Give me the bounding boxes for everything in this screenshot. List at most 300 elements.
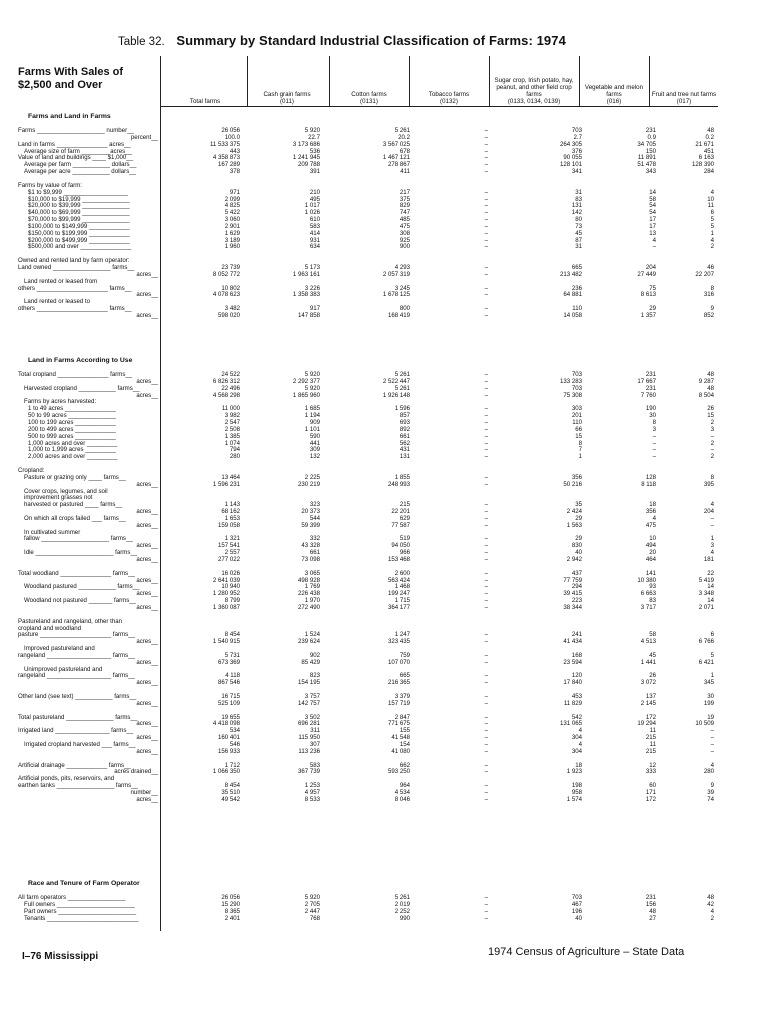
table-cell: 10 940 (221, 583, 240, 591)
table-cell: 19 294 (637, 720, 656, 728)
table-cell: – (484, 236, 488, 244)
table-cell: 159 058 (217, 521, 240, 529)
table-cell: 14 (707, 597, 714, 605)
table-cell: 4 (710, 188, 714, 196)
column-divider (247, 56, 248, 106)
table-cell: 48 (707, 127, 714, 134)
table-cell: 66 (575, 425, 582, 433)
table-cell: 38 344 (563, 603, 582, 611)
table-cell: 128 390 (691, 161, 714, 169)
table-cell: – (484, 693, 488, 700)
table-cell: 2 901 (224, 222, 240, 230)
table-cell: 110 (572, 305, 582, 313)
table-cell: 30 (649, 412, 656, 420)
table-cell: 6 163 (698, 154, 714, 162)
row-label: Unimproved pastureland and (24, 665, 103, 673)
row-label: acres__ (136, 521, 158, 529)
table-cell: 4 (578, 740, 582, 748)
table-cell: 10 509 (695, 720, 714, 728)
table-cell: 26 056 (221, 127, 240, 134)
row-label: 200 to 499 acres ____________ (28, 425, 116, 433)
table-cell: 475 (645, 521, 656, 529)
table-cell: 21 671 (695, 140, 714, 148)
table-cell: 5 (710, 216, 714, 223)
table-cell: 15 (707, 412, 714, 420)
table-cell: – (484, 631, 488, 639)
table-cell: – (652, 446, 656, 454)
table-cell: 100.0 (224, 133, 240, 141)
table-cell: 1 360 087 (212, 603, 240, 611)
table-cell: – (484, 188, 488, 196)
row-label: Improved pastureland and (24, 645, 95, 652)
row-label: Value of land and buildings ____ $1,000__ (18, 154, 134, 162)
table-cell: 154 195 (297, 679, 320, 687)
table-cell: 5 261 (394, 894, 410, 901)
row-label: acres__ (136, 312, 158, 319)
table-cell: 248 993 (387, 480, 410, 488)
table-cell: 48 (707, 371, 714, 378)
table-cell: 20 (649, 549, 656, 557)
table-cell: – (484, 127, 488, 134)
row-label: Land rented or leased to (24, 298, 91, 306)
row-label: Irrigated cropland harvested ___ farms__ (24, 740, 136, 748)
table-cell: 231 (645, 127, 656, 134)
table-cell: – (484, 894, 488, 901)
row-label: Land owned _________________ farms__ (18, 264, 135, 271)
table-cell: – (484, 222, 488, 230)
table-cell: 4 957 (304, 788, 320, 796)
table-cell: 345 (703, 679, 714, 687)
table-cell: 5 (710, 651, 714, 659)
table-cell: 1 (710, 229, 714, 237)
table-cell: 48 (649, 907, 656, 915)
column-header (490, 56, 578, 106)
table-cell: 167 289 (217, 161, 240, 169)
row-label: acres__ (136, 658, 158, 666)
column-header-label: Cotton farms (351, 91, 387, 99)
table-cell: 544 (309, 514, 320, 522)
table-cell: 2 847 (394, 713, 410, 721)
table-cell: 661 (399, 432, 410, 440)
table-cell: 107 070 (387, 658, 410, 666)
table-cell: 128 (645, 473, 656, 481)
row-label: Woodland pastured ___________ farms__ (24, 583, 140, 591)
row-label: pasture _____________________ farms__ (18, 631, 135, 639)
section-title: Farms and Land in Farms (28, 113, 111, 120)
table-cell: 703 (571, 894, 582, 901)
table-cell: – (484, 243, 488, 251)
table-cell: 58 (649, 195, 656, 203)
table-cell: 562 (399, 439, 410, 447)
column-divider (489, 56, 490, 106)
table-cell: 29 (575, 535, 582, 543)
column-divider (409, 56, 410, 106)
table-cell: 45 (575, 229, 582, 237)
table-cell: 3 060 (224, 216, 240, 223)
row-label: Farms by value of farm: (18, 181, 83, 189)
table-cell: 1 963 161 (292, 270, 320, 278)
table-cell: 1 (710, 535, 714, 543)
table-cell: 133 283 (559, 377, 582, 385)
table-cell: 696 281 (297, 720, 320, 728)
table-cell: 2 292 377 (292, 377, 320, 385)
row-label: Total cropland _______________ farms__ (18, 371, 133, 378)
table-cell: 9 (710, 782, 714, 789)
table-cell: – (484, 305, 488, 313)
table-cell: – (484, 556, 488, 563)
row-label: acres__ (136, 603, 158, 611)
table-cell: 27 449 (637, 270, 656, 278)
table-cell: 3 065 (304, 569, 320, 577)
table-cell: 181 (703, 556, 714, 563)
table-cell: 800 (399, 305, 410, 313)
row-label: $500,000 and over _______________ (28, 243, 132, 251)
table-cell: 215 (645, 747, 656, 755)
table-cell: 115 950 (298, 734, 320, 742)
table-cell: 0.9 (647, 133, 656, 141)
table-cell: 34 705 (637, 140, 656, 148)
table-cell: – (484, 312, 488, 319)
table-cell: 892 (399, 425, 410, 433)
table-cell: – (484, 679, 488, 687)
table-cell: 693 (399, 419, 410, 426)
table-cell: 1 540 915 (212, 638, 240, 646)
table-cell: 23 594 (563, 658, 582, 666)
table-cell: 467 (571, 900, 582, 908)
row-label: acres__ (136, 734, 158, 742)
table-cell: 343 (645, 168, 656, 176)
row-label: $40,000 to $69,999 ______________ (28, 209, 130, 217)
row-label: Owned and rented land by farm operator: (18, 257, 130, 265)
column-header (580, 56, 648, 106)
table-cell: 8 (578, 439, 582, 447)
table-title: Summary by Standard Industrial Classification of Farms: 1974 (176, 33, 566, 48)
row-label: acres__ (136, 638, 158, 646)
table-cell: 3 379 (394, 693, 410, 700)
table-cell: – (484, 264, 488, 271)
table-cell: 157 541 (217, 542, 240, 550)
table-cell: 171 (645, 788, 656, 796)
table-cell: – (484, 658, 488, 666)
table-cell: 5 261 (394, 371, 410, 378)
table-cell: 2.7 (573, 133, 582, 141)
table-cell: – (484, 384, 488, 392)
row-label: harvested or pastured ____ farms__ (24, 501, 123, 509)
table-cell: 35 (575, 501, 582, 509)
table-cell: 4 (652, 514, 656, 522)
table-cell: 1 563 (566, 521, 582, 529)
table-cell: – (484, 216, 488, 223)
row-label: Average per farm ___________ dollars__ (24, 161, 137, 169)
table-cell: 6 766 (698, 638, 714, 646)
table-cell: 41 434 (563, 638, 582, 646)
table-cell: 223 (571, 597, 582, 605)
table-cell: 2 641 039 (212, 576, 240, 584)
table-cell: 18 (575, 761, 582, 769)
table-cell: 27 (649, 914, 656, 922)
table-cell: 172 (645, 713, 656, 721)
table-cell: 356 (645, 508, 656, 515)
table-cell: 294 (571, 583, 582, 591)
table-cell: 48 (707, 894, 714, 901)
table-cell: 1 685 (304, 405, 320, 413)
table-cell: – (710, 747, 714, 755)
table-cell: 703 (571, 127, 582, 134)
table-cell: 141 (645, 569, 656, 577)
table-cell: 8 (710, 284, 714, 292)
table-cell: 966 (399, 549, 410, 557)
column-header (650, 56, 718, 106)
table-cell: 131 (399, 453, 410, 461)
table-cell: 909 (309, 419, 320, 426)
table-cell: 5 419 (698, 576, 714, 584)
table-cell: 199 (703, 699, 714, 707)
table-cell: 11 000 (221, 405, 240, 413)
table-cell: 1 574 (566, 795, 582, 803)
table-cell: – (484, 521, 488, 529)
table-cell: 2 508 (224, 425, 240, 433)
row-label: Pastureland and rangeland, other than (18, 617, 123, 625)
table-cell: 852 (703, 312, 714, 319)
row-label: Land rented or leased from (24, 277, 98, 285)
row-label: Full owners _______________________ (24, 900, 135, 908)
table-cell: 132 (309, 453, 320, 461)
table-cell: – (710, 521, 714, 529)
table-cell: – (484, 672, 488, 680)
table-cell: 43 328 (301, 542, 320, 550)
table-cell: 58 (649, 631, 656, 639)
table-cell: 17 840 (563, 679, 582, 687)
table-cell: 485 (399, 216, 410, 223)
table-cell: 1 (578, 453, 582, 461)
table-cell: 1 385 (224, 432, 240, 440)
table-cell: 341 (571, 168, 582, 176)
table-cell: 15 290 (221, 900, 240, 908)
table-cell: 475 (399, 222, 410, 230)
table-cell: 156 933 (217, 747, 240, 755)
table-cell: 356 (571, 473, 582, 481)
table-cell: 5 920 (304, 384, 320, 392)
table-cell: 8 533 (304, 795, 320, 803)
table-cell: 376 (571, 147, 582, 155)
table-cell: – (652, 432, 656, 440)
table-cell: 1 358 383 (292, 291, 320, 299)
table-cell: 54 (649, 209, 656, 217)
table-cell: 231 (645, 384, 656, 392)
table-cell: 199 247 (387, 590, 410, 598)
table-cell: 703 (571, 384, 582, 392)
table-cell: – (484, 202, 488, 210)
table-cell: 7 760 (640, 391, 656, 399)
table-cell: 303 (571, 405, 582, 413)
row-label: $100,000 to $149,999 ____________ (28, 222, 130, 230)
table-cell: 6 (710, 631, 714, 639)
table-cell: – (484, 161, 488, 169)
table-cell: – (484, 147, 488, 155)
column-header-code: (016) (606, 98, 622, 106)
table-cell: 437 (571, 569, 582, 577)
table-cell: 4 358 873 (212, 154, 240, 162)
table-cell: 45 (649, 651, 656, 659)
header-rule (160, 106, 718, 107)
table-cell: 4 (652, 236, 656, 244)
table-cell: 150 (645, 147, 656, 155)
table-cell: – (484, 168, 488, 176)
table-cell: 498 928 (297, 576, 320, 584)
column-header (330, 56, 408, 106)
table-cell: 2 (710, 453, 714, 461)
table-cell: 4 418 098 (212, 720, 240, 728)
table-cell: 22 (707, 569, 714, 577)
table-row (0, 796, 770, 803)
table-cell: 3 173 686 (292, 140, 320, 148)
table-cell: 673 369 (217, 658, 240, 666)
table-cell: 93 (649, 583, 656, 591)
table-cell: 54 (649, 202, 656, 210)
row-label: Average size of farm ________ acres__ (24, 147, 132, 155)
table-cell: 217 (399, 188, 410, 196)
table-cell: 1 194 (304, 412, 320, 420)
table-cell: 64 881 (563, 291, 582, 299)
table-cell: 1 (710, 672, 714, 680)
table-cell: 367 739 (297, 768, 320, 776)
table-cell: 536 (309, 147, 320, 155)
table-cell: 2 225 (304, 473, 320, 481)
row-label: others _____________________ farms__ (18, 305, 132, 313)
table-cell: 830 (571, 542, 582, 550)
table-cell: 3 245 (394, 284, 410, 292)
table-cell: – (484, 597, 488, 605)
table-cell: 29 (575, 514, 582, 522)
table-cell: 2 (710, 914, 714, 922)
table-cell: 60 (649, 782, 656, 789)
column-divider (649, 56, 650, 106)
row-label: Land in farms _______________ acres__ (18, 140, 131, 148)
table-cell: 39 415 (563, 590, 582, 598)
table-cell: – (484, 412, 488, 420)
table-cell: – (484, 768, 488, 776)
table-cell: 131 065 (559, 720, 582, 728)
table-cell: 1 596 (394, 405, 410, 413)
table-cell: 1 629 (224, 229, 240, 237)
table-cell: 0.2 (705, 133, 714, 141)
table-cell: 10 (707, 195, 714, 203)
table-cell: 3 072 (640, 679, 656, 687)
table-cell: – (484, 699, 488, 707)
table-cell: 77 587 (391, 521, 410, 529)
row-label: Other land (see text) ___________ farms__ (18, 693, 137, 700)
table-cell: 768 (309, 914, 320, 922)
table-cell: 16 715 (221, 693, 240, 700)
row-label: Average per acre ___________ dollars__ (24, 168, 137, 176)
table-cell: 4 293 (394, 264, 410, 271)
column-header-code: (0132) (440, 98, 458, 106)
table-cell: 823 (309, 672, 320, 680)
table-cell: 4 (710, 501, 714, 509)
row-label: fallow ____________________ farms__ (24, 535, 133, 543)
table-cell: 22 496 (221, 384, 240, 392)
table-cell: 172 (645, 795, 656, 803)
table-cell: 4 534 (394, 788, 410, 796)
row-label: acres__ (136, 590, 158, 598)
column-header-label: Sugar crop, Irish potato, hay, peanut, and other field crop farms (494, 77, 574, 99)
table-cell: 2 600 (394, 569, 410, 577)
table-cell: 14 058 (563, 312, 582, 319)
table-cell: 198 (571, 782, 582, 789)
table-cell: 464 (645, 556, 656, 563)
table-cell: 8 504 (698, 391, 714, 399)
table-cell: 231 (645, 371, 656, 378)
table-cell: 160 401 (217, 734, 240, 742)
table-cell: 2 057 319 (382, 270, 410, 278)
row-label: 500 to 999 acres ____________ (28, 432, 116, 440)
table-cell: 2 522 447 (382, 377, 410, 385)
row-label: acres drained__ (114, 768, 158, 776)
table-cell: 80 (575, 216, 582, 223)
table-cell: – (484, 439, 488, 447)
table-cell: – (710, 727, 714, 735)
table-cell: 5 (710, 222, 714, 230)
column-divider (579, 56, 580, 106)
table-cell: 23 739 (221, 264, 240, 271)
row-label: Woodland not pastured _______ farms__ (24, 597, 137, 605)
table-cell: – (484, 270, 488, 278)
table-cell: 277 022 (217, 556, 240, 563)
column-header-code: (017) (676, 98, 692, 106)
row-label: $70,000 to $99,999 ______________ (28, 216, 130, 223)
table-cell: 204 (703, 508, 714, 515)
table-cell: – (484, 371, 488, 378)
table-cell: 1 074 (224, 439, 240, 447)
table-cell: 17 667 (637, 377, 656, 385)
table-cell: 2 252 (394, 907, 410, 915)
table-cell: – (484, 284, 488, 292)
table-cell: 309 (309, 446, 320, 454)
table-cell: 41 548 (391, 734, 410, 742)
table-cell: 29 (649, 305, 656, 313)
table-cell: 583 (309, 761, 320, 769)
table-cell: 1 923 (566, 768, 582, 776)
table-cell: – (484, 209, 488, 217)
table-cell: 8 365 (224, 907, 240, 915)
table-cell: 5 920 (304, 371, 320, 378)
table-cell: – (484, 651, 488, 659)
row-label: acres__ (136, 747, 158, 755)
table-cell: 5 920 (304, 894, 320, 901)
table-cell: 678 (399, 147, 410, 155)
table-cell: – (484, 508, 488, 515)
table-cell: 11 891 (637, 154, 656, 162)
table-cell: 634 (309, 243, 320, 251)
page-footer-left: I–76 Mississippi (22, 951, 99, 962)
table-cell: 40 (575, 914, 582, 922)
row-label: All farm operators _________________ (18, 894, 126, 901)
table-cell: 391 (309, 168, 320, 176)
table-cell: – (710, 734, 714, 742)
table-cell: – (484, 747, 488, 755)
table-cell: 4 (710, 761, 714, 769)
table-cell: 703 (571, 371, 582, 378)
table-cell: 10 802 (221, 284, 240, 292)
table-cell: 213 482 (559, 270, 582, 278)
table-cell: 30 (707, 693, 714, 700)
table-cell: 546 (229, 740, 240, 748)
table-number: Table 32. (118, 36, 165, 48)
row-label: acres__ (136, 542, 158, 550)
table-cell: – (484, 713, 488, 721)
table-cell: 26 (649, 672, 656, 680)
row-label: acres__ (136, 391, 158, 399)
